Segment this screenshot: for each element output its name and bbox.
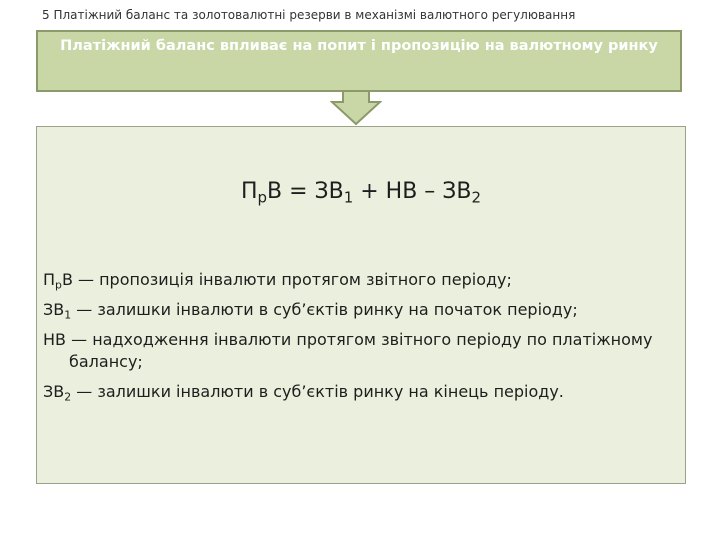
formula-lhs-tail: В = ЗВ xyxy=(267,179,344,204)
definition-text: — залишки інвалюти в суб’єктів ринку на кінець періоду. xyxy=(71,382,564,401)
definition-item xyxy=(43,381,679,403)
formula-lhs-subscript: р xyxy=(257,188,268,207)
formula-middle: + НВ – ЗВ xyxy=(353,179,472,204)
down-arrow-icon xyxy=(330,90,382,126)
slide-header: 5 Платіжний баланс та золотовалютні резерви в механізмі валютного регулювання xyxy=(42,8,576,22)
definition-term: ЗВ xyxy=(43,300,65,319)
definition-term: ЗВ xyxy=(43,382,65,401)
formula-subscript-2: 2 xyxy=(471,188,482,207)
definition-term-subscript: 2 xyxy=(64,390,72,404)
definition-term: П xyxy=(43,270,56,289)
definition-term-subscript: р xyxy=(55,278,62,292)
definition-text: — пропозиція інвалюти протягом звітного періоду; xyxy=(72,270,512,289)
formula xyxy=(37,179,685,207)
topic-title: Платіжний баланс впливає на попит і пропозицію на валютному ринку xyxy=(60,38,658,54)
definition-term-subscript: 1 xyxy=(64,308,72,322)
definition-item xyxy=(43,299,679,321)
definition-term: НВ xyxy=(43,330,67,349)
formula-subscript-1: 1 xyxy=(343,188,354,207)
formula-lhs: П xyxy=(240,179,258,204)
definition-item xyxy=(43,269,679,291)
definition-item xyxy=(43,329,679,373)
definition-text: — залишки інвалюти в суб’єктів ринку на початок періоду; xyxy=(71,300,578,319)
topic-banner xyxy=(36,30,682,92)
definition-text: — надходження інвалюти протягом звітного періоду по платіжному балансу; xyxy=(66,330,653,371)
definitions-list xyxy=(43,269,679,411)
definition-term-tail: В xyxy=(61,270,73,289)
formula-panel xyxy=(36,126,686,484)
